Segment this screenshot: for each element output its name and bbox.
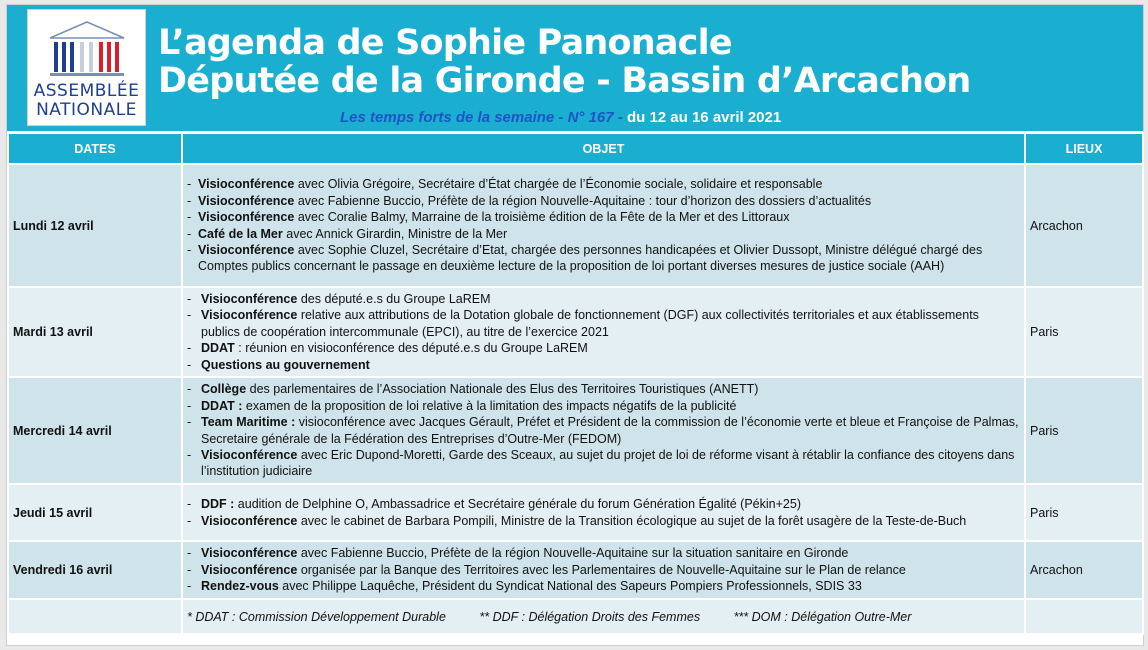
agenda-slide — [6, 4, 1144, 646]
list-item: - Collège des parlementaires de l’Association Nationale des Elus des Territoires Touristiques (ANETT) — [187, 382, 759, 397]
row-lieu: Arcachon — [1025, 541, 1143, 599]
week-label — [340, 109, 781, 126]
week-dates: du 12 au 16 avril 2021 — [622, 109, 782, 126]
table-row — [8, 377, 1143, 484]
row-date: Lundi 12 avril — [8, 164, 182, 287]
row-objet — [182, 287, 1025, 377]
table-header-row — [8, 133, 1143, 164]
agenda-table — [7, 132, 1144, 635]
logo-line-2: NATIONALE — [36, 100, 137, 120]
table-row — [8, 287, 1143, 377]
list-item: - Visioconférence avec Fabienne Buccio, Préfète de la région Nouvelle-Aquitaine sur la situation sanitaire en Gironde — [187, 546, 849, 561]
list-item: - Questions au gouvernement — [187, 357, 370, 372]
row-objet — [182, 377, 1025, 484]
row-objet — [182, 484, 1025, 541]
row-lieu: Paris — [1025, 287, 1143, 377]
row-date: Jeudi 15 avril — [8, 484, 182, 541]
table-row — [8, 484, 1143, 541]
row-lieu: Paris — [1025, 377, 1143, 484]
list-item: - Visioconférence avec Olivia Grégoire, Secrétaire d’État chargée de l’Économie sociale, solidaire et responsable — [187, 177, 823, 192]
hemicycle-icon — [42, 16, 132, 80]
list-item: - DDAT : examen de la proposition de loi relative à la limitation des impacts négatifs de la publicité — [187, 398, 737, 413]
row-objet — [182, 541, 1025, 599]
agenda-subtitle: Députée de la Gironde - Bassin d’Arcachon — [158, 61, 971, 101]
list-item: - Visioconférence avec Eric Dupond-Moretti, Garde des Sceaux, au sujet du projet de loi de réforme visant à rétablir la confiance des citoyens dans l’institution judiciaire — [187, 447, 1015, 479]
table-row — [8, 541, 1143, 599]
footnotes-spacer — [1025, 599, 1143, 634]
footnote-ddat: * DDAT : Commission Développement Durable — [187, 609, 446, 624]
list-item: - Visioconférence organisée par la Banque des Territoires avec les Parlementaires de Nouvelle-Aquitaine sur le Plan de relance — [187, 562, 906, 577]
column-header-lieux: LIEUX — [1025, 133, 1143, 164]
list-item: - Visioconférence avec Fabienne Buccio, Préfète de la région Nouvelle-Aquitaine : tour d’horizon des dossiers d’actualités — [187, 193, 872, 208]
assemblee-nationale-logo — [27, 9, 146, 126]
footnote-dom: *** DOM : Délégation Outre-Mer — [733, 609, 912, 624]
row-date: Mercredi 14 avril — [8, 377, 182, 484]
footnotes — [182, 599, 1025, 634]
list-item: - Visioconférence avec Sophie Cluzel, Secrétaire d’Etat, chargée des personnes handicapées et Olivier Dussopt, Ministre délégué chargé des Comptes publics concernant le passage en deuxième lecture de la proposition de loi portant diverses mesures de justice sociale (AAH) — [187, 242, 983, 274]
list-item: - Café de la Mer avec Annick Girardin, Ministre de la Mer — [187, 226, 508, 241]
list-item: - Team Maritime : visioconférence avec Jacques Gérault, Préfet et Président de la commission de l’économie verte et bleue et Françoise de Palmas, Secretaire générale de la Fédération des Entreprises d’Outre-Mer (FEDOM) — [187, 415, 1019, 446]
column-header-dates: DATES — [8, 133, 182, 164]
list-item: - Visioconférence des député.e.s du Groupe LaREM — [187, 291, 491, 306]
row-date: Vendredi 16 avril — [8, 541, 182, 599]
row-lieu: Arcachon — [1025, 164, 1143, 287]
table-row — [8, 164, 1143, 287]
list-item: - DDAT : réunion en visioconférence des député.e.s du Groupe LaREM — [187, 341, 588, 356]
column-header-objet: OBJET — [182, 133, 1025, 164]
footnote-ddf: ** DDF : Délégation Droits des Femmes — [479, 609, 701, 624]
row-lieu: Paris — [1025, 484, 1143, 541]
footnotes-spacer — [8, 599, 182, 634]
list-item: - Rendez-vous avec Philippe Laquêche, Président du Syndicat National des Sapeurs Pompiers Professionnels, SDIS 33 — [187, 579, 862, 594]
row-date: Mardi 13 avril — [8, 287, 182, 377]
agenda-title: L’agenda de Sophie Panonacle — [158, 23, 732, 63]
footnotes-row — [8, 599, 1143, 634]
week-number: Les temps forts de la semaine - N° 167 - — [340, 109, 623, 126]
logo-line-1: ASSEMBLÉE — [33, 81, 140, 101]
list-item: - Visioconférence avec le cabinet de Barbara Pompili, Ministre de la Transition écologique au sujet de la forêt usagère de la Teste-de-Buch — [187, 513, 967, 528]
list-item: - DDF : audition de Delphine O, Ambassadrice et Secrétaire générale du forum Génération Égalité (Pékin+25) — [187, 497, 801, 512]
list-item: - Visioconférence relative aux attributions de la Dotation globale de fonctionnement (DGF) aux collectivités territoriales et aux établissements publics de coopération intercommunale (EPCI), au titre de l’exercice 2021 — [187, 308, 979, 339]
row-objet — [182, 164, 1025, 287]
header-banner — [7, 5, 1143, 131]
list-item: - Visioconférence avec Coralie Balmy, Marraine de la troisième édition de la Fête de la Mer et des Littoraux — [187, 210, 790, 225]
